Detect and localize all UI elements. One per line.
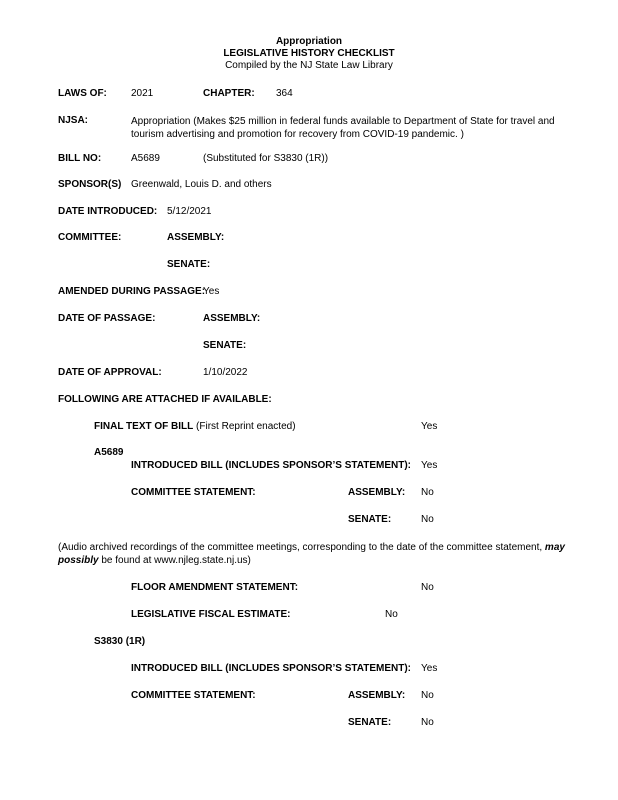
- bill-no-label: BILL NO:: [58, 153, 102, 164]
- s3830-heading: S3830 (1R): [94, 636, 146, 647]
- laws-of-value: 2021: [131, 88, 154, 99]
- a5689-heading: A5689: [94, 447, 124, 458]
- floor-amendment-value: No: [421, 582, 434, 593]
- a5689-assembly-value: No: [421, 487, 434, 498]
- a5689-introduced-value: Yes: [421, 460, 438, 471]
- chapter-label: CHAPTER:: [203, 88, 255, 99]
- sponsors-label: SPONSOR(S): [58, 179, 122, 190]
- date-of-approval-value: 1/10/2022: [203, 367, 248, 378]
- committee-label: COMMITTEE:: [58, 232, 122, 243]
- a5689-senate-label: SENATE:: [348, 514, 392, 525]
- final-text-row: [94, 421, 296, 433]
- s3830-senate-label: SENATE:: [348, 717, 392, 728]
- date-of-passage-label: DATE OF PASSAGE:: [58, 313, 156, 324]
- amended-value: Yes: [203, 286, 220, 297]
- floor-amendment-label: FLOOR AMENDMENT STATEMENT:: [131, 582, 299, 593]
- njsa-value: Appropriation (Makes $25 million in federal funds available to Department of State for travel and tourism advertising and promotion for recovery from COVID-19 pandemic. ): [131, 116, 555, 140]
- sponsors-value: Greenwald, Louis D. and others: [131, 179, 272, 190]
- passage-senate-label: SENATE:: [203, 340, 247, 351]
- njsa-label: NJSA:: [58, 115, 89, 126]
- s3830-assembly-label: ASSEMBLY:: [348, 690, 406, 701]
- bill-no-note: (Substituted for S3830 (1R)): [203, 153, 329, 164]
- a5689-assembly-label: ASSEMBLY:: [348, 487, 406, 498]
- committee-assembly-label: ASSEMBLY:: [167, 232, 225, 243]
- s3830-introduced-label: INTRODUCED BILL (INCLUDES SPONSOR’S STATEMENT):: [131, 663, 411, 674]
- doc-compiler: Compiled by the NJ State Law Library: [225, 60, 393, 71]
- final-text-note: (First Reprint enacted): [196, 421, 296, 432]
- attached-heading: FOLLOWING ARE ATTACHED IF AVAILABLE:: [58, 394, 272, 405]
- doc-subtitle: LEGISLATIVE HISTORY CHECKLIST: [223, 48, 395, 59]
- audio-note-emphasis: may possibly: [58, 542, 565, 566]
- passage-assembly-label: ASSEMBLY:: [203, 313, 261, 324]
- fiscal-estimate-value: No: [385, 609, 398, 620]
- chapter-value: 364: [276, 88, 293, 99]
- date-introduced-label: DATE INTRODUCED:: [58, 206, 158, 217]
- a5689-committee-label: COMMITTEE STATEMENT:: [131, 487, 256, 498]
- s3830-assembly-value: No: [421, 690, 434, 701]
- date-of-approval-label: DATE OF APPROVAL:: [58, 367, 162, 378]
- bill-no-value: A5689: [131, 153, 160, 164]
- fiscal-estimate-label: LEGISLATIVE FISCAL ESTIMATE:: [131, 609, 291, 620]
- doc-title: Appropriation: [275, 36, 343, 47]
- date-introduced-value: 5/12/2021: [167, 206, 212, 217]
- final-text-value: Yes: [421, 421, 438, 432]
- s3830-introduced-value: Yes: [421, 663, 438, 674]
- audio-note: [58, 541, 588, 567]
- a5689-introduced-label: INTRODUCED BILL (INCLUDES SPONSOR’S STATEMENT):: [131, 460, 411, 471]
- laws-of-label: LAWS OF:: [58, 88, 107, 99]
- a5689-senate-value: No: [421, 514, 434, 525]
- audio-note-text-2: be found at www.njleg.state.nj.us): [98, 555, 251, 566]
- final-text-label: FINAL TEXT OF BILL: [94, 421, 194, 432]
- s3830-senate-value: No: [421, 717, 434, 728]
- audio-note-text-1: (Audio archived recordings of the committee meetings, corresponding to the date of the committee statement,: [58, 542, 545, 553]
- committee-senate-label: SENATE:: [167, 259, 211, 270]
- amended-label: AMENDED DURING PASSAGE:: [58, 286, 206, 297]
- s3830-committee-label: COMMITTEE STATEMENT:: [131, 690, 256, 701]
